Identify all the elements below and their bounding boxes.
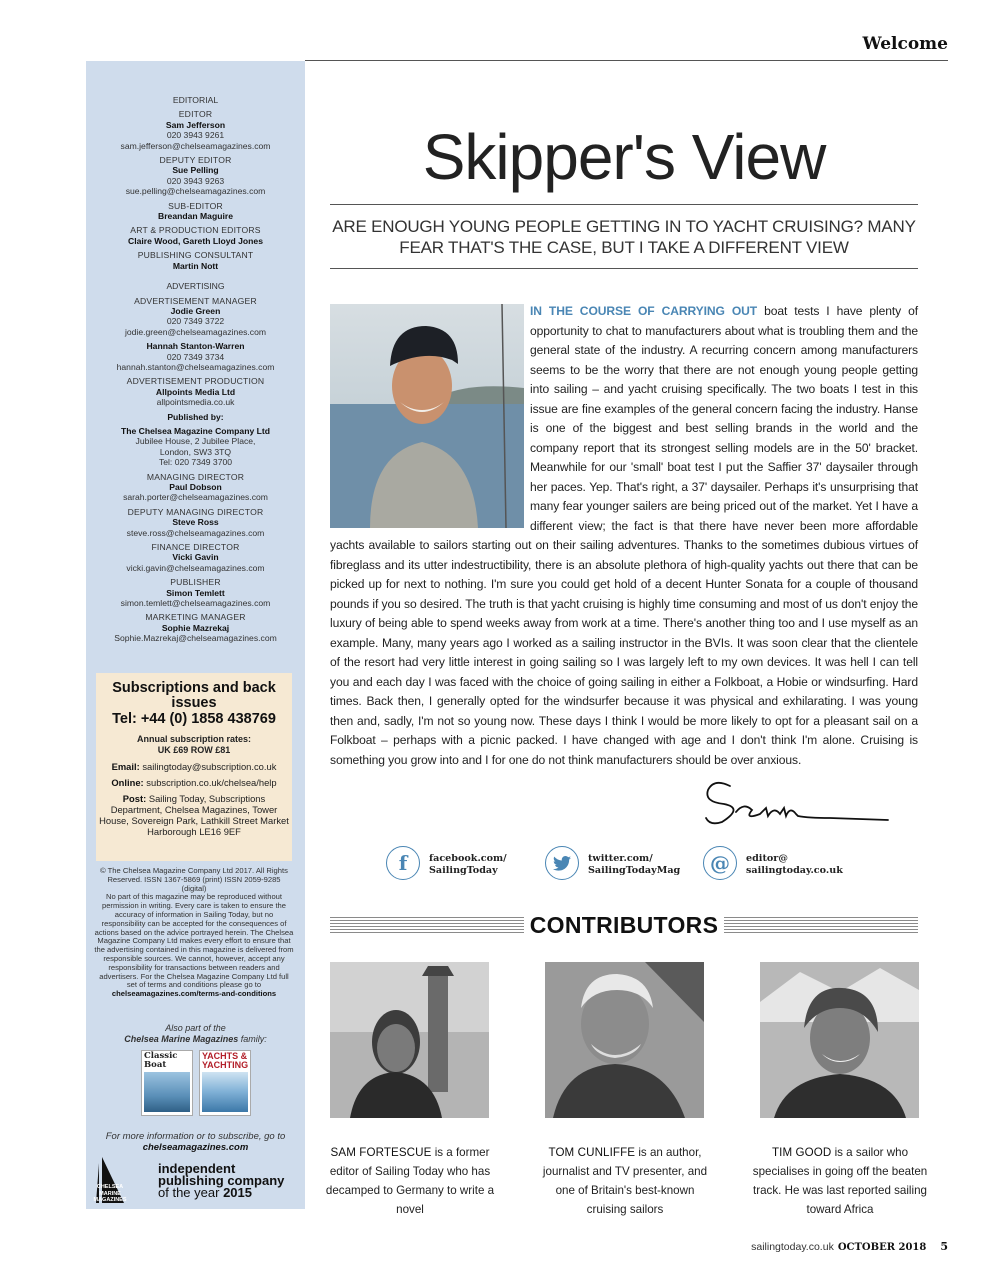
masthead-name: Published by: (167, 411, 224, 422)
subscriptions-tel[interactable]: Tel: +44 (0) 1858 438769 (112, 711, 276, 727)
top-rule (305, 60, 948, 61)
masthead-name: Sam Jefferson (165, 119, 226, 130)
contributors-title: CONTRIBUTORS (524, 912, 724, 938)
masthead-name: Breandan Maguire (158, 211, 233, 222)
award-logo-text: CHELSEA MARINE MAGAZINES (93, 1184, 127, 1203)
masthead-line: 020 3943 9263 (166, 175, 225, 186)
masthead-role: ART & PRODUCTION EDITORS (130, 225, 261, 236)
masthead-group-title: ADVERTISING (166, 281, 225, 292)
contributors-header (330, 912, 918, 942)
masthead-role: SUB-EDITOR (168, 200, 223, 211)
chelsea-link[interactable]: chelseamagazines.com (142, 1142, 249, 1153)
contributor-name: SAM FORTESCUE (330, 1146, 432, 1159)
masthead-role: ADVERTISEMENT PRODUCTION (126, 376, 265, 387)
masthead-group-title: EDITORIAL (172, 95, 219, 105)
masthead-name: Martin Nott (172, 260, 219, 271)
subscription-email[interactable]: Email: sailingtoday@subscription.co.uk (111, 761, 277, 772)
masthead-name: Hannah Stanton-Warren (146, 341, 245, 352)
contributor-caption-tom: TOM CUNLIFFE is an author, journalist and TV presenter, and one of Britain's best-known cruising sailors (542, 1146, 708, 1216)
facebook-icon[interactable]: f (386, 846, 420, 880)
article-lead: IN THE COURSE OF CARRYING OUT (530, 304, 758, 318)
masthead-role: PUBLISHER (170, 577, 221, 588)
subscription-online[interactable]: Online: subscription.co.uk/chelsea/help (111, 777, 277, 788)
masthead-role: PUBLISHING CONSULTANT (137, 250, 254, 261)
masthead-email[interactable]: hannah.stanton@chelseamagazines.com (116, 361, 275, 372)
masthead-name: The Chelsea Magazine Company Ltd (121, 425, 270, 436)
terms-link[interactable]: chelseamagazines.com/terms-and-conditions (111, 989, 277, 999)
masthead-name: Jodie Green (170, 305, 221, 316)
subscriptions-title: Subscriptions and back issues (112, 680, 276, 711)
contributor-name: TOM CUNLIFFE (548, 1146, 636, 1159)
page-footer (751, 1240, 948, 1253)
classic-boat-cover[interactable]: Classic Boat (141, 1050, 193, 1116)
article-text: boat tests I have plenty of opportunity to chat to manufacturers about what is troubling them and the general state of the industry. A recurring concern among manufacturers seems to be the worry that there are not enough young people getting into sailing – and yacht cruising specifically. The two boats I test in this issue are fine examples of the general concern facing the industry. Hanse is one of the biggest and best selling brands in the world and the company report that its strongest selling models are in the 50' bracket. Meanwhile for our 'small' boat test I put the Saffier 37' daysailer through her paces. Yep. That's right, a 37' daysailer. Perhaps it's unsurprising that many fear younger sailers are being priced out of the market. Yet I have a different view; the fact is that there have never been more affordable yachts available to sailors starting out on their sailing adventures. Thanks to the sometimes dubious virtues of fibreglass and its utter indestructibility, there is an absolute plethora of high-quality yachts out there that can be picked up for next to nothing. I'm sure you could get hold of a decent Hunter Sonata for a couple of thousand pounds if you so desired. The truth is that yacht cruising is highly time consuming and most of us don't enjoy the luxury of being able to spend weeks away from work at a time. There's another thing too and I use myself as an example. Many, many years ago I worked as a sailing instructor in the BVIs. It was soon clear that the clientele of the resort had very little interest in going sailing so I was largely left to my own devices. It was hell I can tell you and each day I was faced with the choice of going sailing in either a Folkboat, a Hobie or windsurfing. Hard times. Back then, I generally opted for the windsurfer because it was physical and exhilarating. I was young then and, sadly, I'm not so young now. These days I think I would be more likely to opt for a pleasant sail on a Folkboat – perhaps with a picnic packed. I have changed with age and I don't think I'm alone. Cruising is something you grow into and I for one do not think manufacturers should be over anxious. (330, 304, 918, 767)
contributor-name: TIM GOOD (771, 1146, 832, 1159)
twitter-icon[interactable] (545, 846, 579, 880)
headline-rule (330, 204, 918, 205)
award-text: independent publishing company of the year 2015 (158, 1161, 285, 1200)
masthead-email[interactable]: Sophie.Mazrekaj@chelseamagazines.com (114, 633, 277, 644)
footer-issue: OCTOBER 2018 (837, 1242, 927, 1253)
masthead-line: 020 3943 9261 (166, 130, 225, 141)
legal-text: No part of this magazine may be reproduced without permission in writing. Every care is taken to ensure the accuracy of information in Sailing Today, but no responsibility can be accepted for the consequences of actions based on the advice portrayed herein. The Chelsea Magazine Company Ltd makes every effort to ensure that the advertising contained in this magazine is delivered from responsible sources. We cannot, however, accept any responsibility for transactions between readers and advertisers. For the Chelsea Magazine Company Ltd full set of terms and conditions please go to (94, 892, 294, 990)
masthead-name: Sophie Mazrekaj (161, 622, 230, 633)
masthead-name: Sue Pelling (172, 165, 219, 176)
section-label: Welcome (862, 34, 948, 54)
award (92, 1151, 302, 1211)
legal-notice (94, 867, 294, 999)
masthead-line: Tel: 020 7349 3700 (158, 457, 233, 468)
masthead-email[interactable]: sue.pelling@chelseamagazines.com (125, 186, 266, 197)
masthead-role: MANAGING DIRECTOR (146, 471, 245, 482)
footer-site[interactable]: sailingtoday.co.uk (751, 1241, 834, 1253)
contributor-photo-tim (760, 962, 919, 1118)
masthead-line: allpointsmedia.co.uk (156, 397, 235, 408)
masthead-line: Jubilee House, 2 Jubilee Place, (135, 436, 256, 447)
masthead-role: FINANCE DIRECTOR (151, 542, 240, 553)
rates-label: Annual subscription rates: (136, 734, 252, 744)
copyright: © The Chelsea Magazine Company Ltd 2017. All Rights Reserved. ISSN 1367-5869 (print) ISSN 2059-9285 (digital) (100, 866, 288, 893)
masthead-line: London, SW3 3TQ (159, 446, 232, 457)
magazine-covers (141, 1050, 253, 1116)
masthead-role: MARKETING MANAGER (145, 612, 246, 623)
contributor-photo-tom (545, 962, 704, 1118)
masthead-email[interactable]: jodie.green@chelseamagazines.com (124, 326, 267, 337)
subscriptions-box (96, 673, 292, 861)
yachts-yachting-cover[interactable]: YACHTS & YACHTING (199, 1050, 251, 1116)
contributor-caption-sam: SAM FORTESCUE is a former editor of Sailing Today who has decamped to Germany to write a novel (325, 1146, 495, 1216)
masthead-role: DEPUTY EDITOR (159, 155, 232, 166)
masthead-email[interactable]: vicki.gavin@chelseamagazines.com (126, 562, 265, 573)
page-number: 5 (940, 1240, 948, 1253)
masthead-role: ADVERTISEMENT MANAGER (134, 295, 257, 306)
masthead-name: Claire Wood, Gareth Lloyd Jones (128, 235, 263, 246)
masthead-name: Allpoints Media Ltd (155, 386, 236, 397)
masthead-name: Simon Temlett (166, 587, 225, 598)
masthead-email[interactable]: sarah.porter@chelseamagazines.com (123, 492, 268, 503)
masthead (86, 95, 305, 648)
subscription-post: Post: Sailing Today, Subscriptions Department, Chelsea Magazines, Tower House, Sovereign Park, Lathkill Street Market Harborough LE16 9EF (99, 793, 289, 837)
masthead-line: 020 7349 3734 (166, 351, 225, 362)
masthead-email[interactable]: simon.temlett@chelseamagazines.com (120, 598, 271, 609)
masthead-name: Vicki Gavin (172, 552, 219, 563)
editor-signature (700, 772, 890, 832)
contributor-photo-sam (330, 962, 489, 1118)
masthead-name: Steve Ross (172, 517, 219, 528)
rates-value: UK £69 ROW £81 (157, 744, 231, 755)
family-note: Also part of the Chelsea Marine Magazines family: (124, 1023, 267, 1044)
family-brand: Chelsea Marine Magazines (124, 1033, 239, 1044)
contributor-caption-tim: TIM GOOD is a sailor who specialises in going off the beaten track. He was last reported sailing toward Africa (752, 1146, 928, 1216)
sidebar (86, 61, 305, 1209)
more-info: For more information or to subscribe, go to chelseamagazines.com (105, 1131, 286, 1153)
masthead-role: EDITOR (178, 109, 213, 120)
masthead-line: 020 7349 3722 (166, 316, 225, 327)
subscription-rates (96, 734, 292, 755)
masthead-role: DEPUTY MANAGING DIRECTOR (127, 506, 264, 517)
standfirst-rule (330, 268, 918, 269)
standfirst: ARE ENOUGH YOUNG PEOPLE GETTING IN TO YACHT CRUISING? MANY FEAR THAT'S THE CASE, BUT I TAKE A DIFFERENT VIEW (332, 217, 916, 257)
masthead-email[interactable]: steve.ross@chelseamagazines.com (126, 527, 265, 538)
masthead-name: Paul Dobson (169, 482, 222, 492)
article-headline: Skipper's View (422, 121, 826, 193)
article-body (330, 302, 918, 770)
masthead-email[interactable]: sam.jefferson@chelseamagazines.com (120, 140, 271, 151)
email-icon[interactable]: @ (703, 846, 737, 880)
